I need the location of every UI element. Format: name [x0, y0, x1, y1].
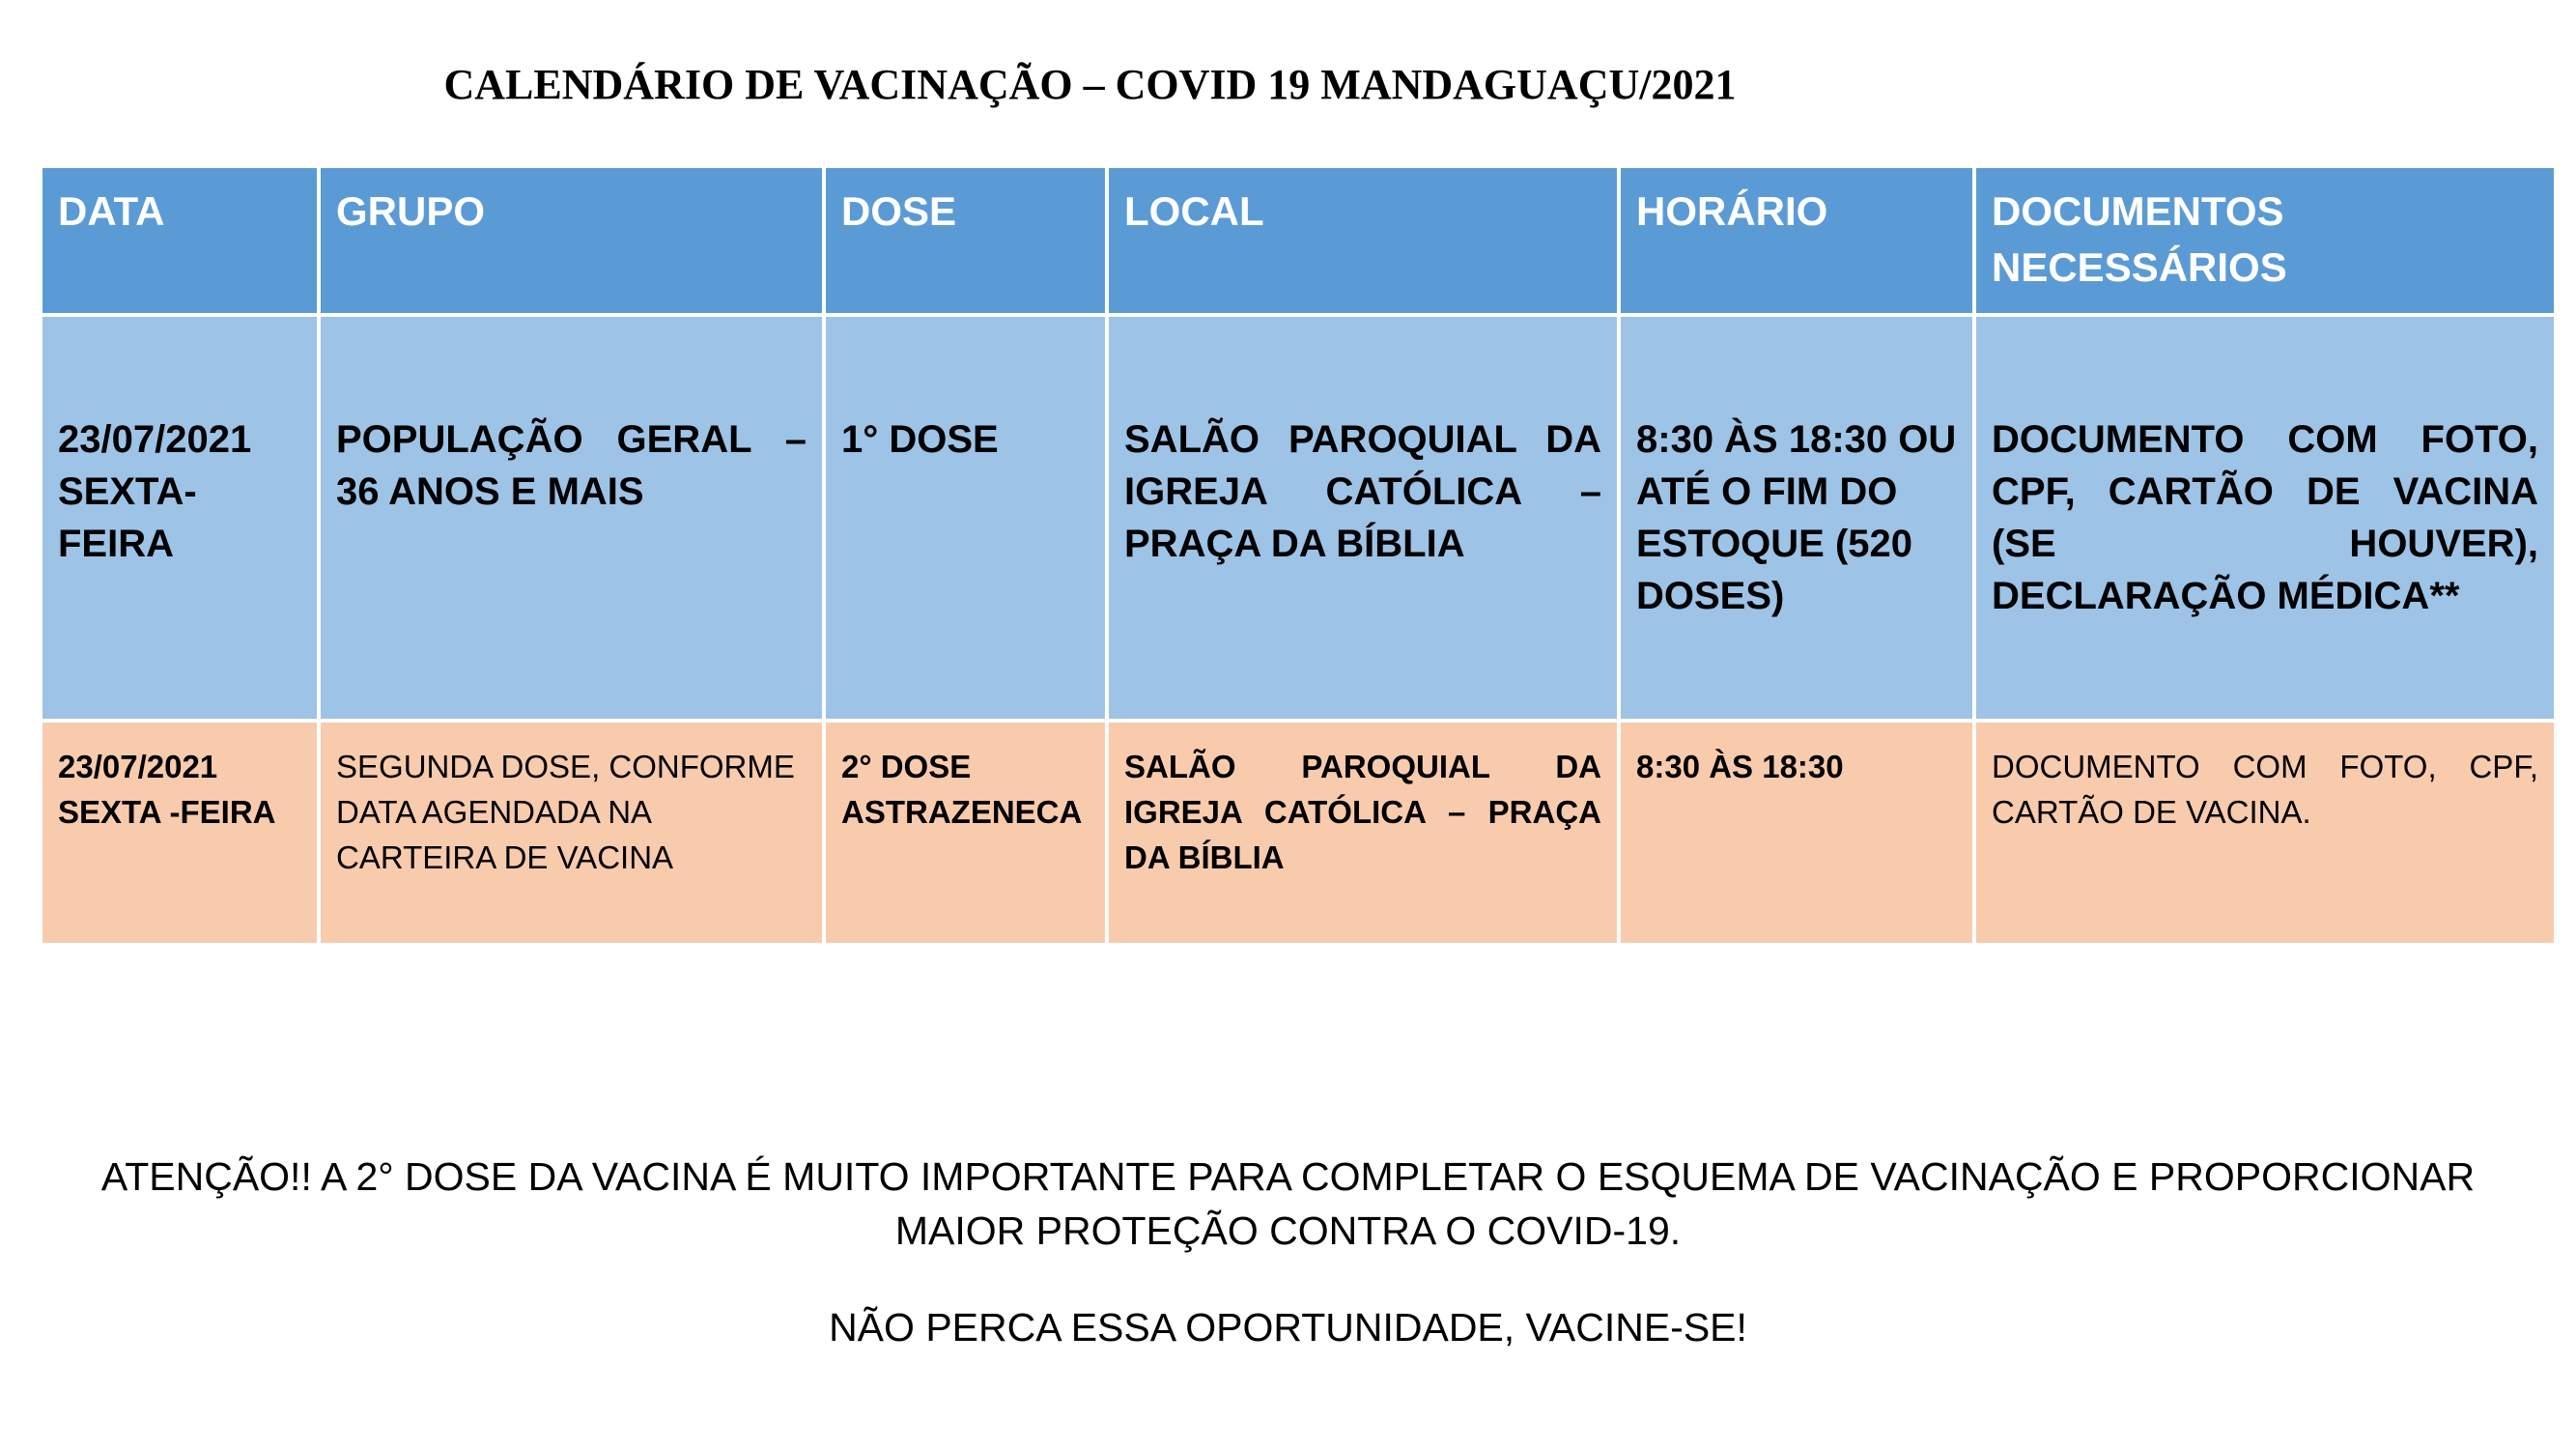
dose-text: 2° DOSE [841, 749, 972, 784]
page-title: CALENDÁRIO DE VACINAÇÃO – COVID 19 MANDAGUAÇU/2021 [443, 61, 1737, 108]
cell-data [41, 721, 319, 945]
cell-local: SALÃO PAROQUIAL DA IGREJA CATÓLICA – PRAÇA DA BÍBLIA [1107, 315, 1619, 721]
header-grupo: GRUPO [319, 166, 824, 315]
cell-documentos: DOCUMENTO COM FOTO, CPF, CARTÃO DE VACINA. [1974, 721, 2556, 945]
weekday-text: SEXTA -FEIRA [58, 794, 276, 830]
vaccination-schedule-table [39, 164, 2558, 947]
table-header-row [41, 166, 2556, 315]
cell-horario: 8:30 ÀS 18:30 OU ATÉ O FIM DO ESTOQUE (520 DOSES) [1619, 315, 1974, 721]
cell-local: SALÃO PAROQUIAL DA IGREJA CATÓLICA – PRAÇA DA BÍBLIA [1107, 721, 1619, 945]
cell-data [41, 315, 319, 721]
cell-grupo: POPULAÇÃO GERAL – 36 ANOS E MAIS [319, 315, 824, 721]
attention-notice: ATENÇÃO!! A 2° DOSE DA VACINA É MUITO IMPORTANTE PARA COMPLETAR O ESQUEMA DE VACINAÇÃO E PROPORCIONAR MAIOR PROTEÇÃO CONTRA O COVID-19. [100, 1154, 2476, 1253]
header-dose: DOSE [824, 166, 1107, 315]
table-row [41, 721, 2556, 945]
date-text: 23/07/2021 [58, 418, 252, 461]
cell-horario: 8:30 ÀS 18:30 [1619, 721, 1974, 945]
date-text: 23/07/2021 [58, 749, 218, 784]
cell-grupo: SEGUNDA DOSE, CONFORME DATA AGENDADA NA CARTEIRA DE VACINA [319, 721, 824, 945]
cell-documentos: DOCUMENTO COM FOTO, CPF, CARTÃO DE VACINA (SE HOUVER), DECLARAÇÃO MÉDICA** [1974, 315, 2556, 721]
header-data: DATA [41, 166, 319, 315]
header-horario: HORÁRIO [1619, 166, 1974, 315]
table-row [41, 315, 2556, 721]
vaccine-text: ASTRAZENECA [841, 794, 1083, 830]
weekday-text: SEXTA- FEIRA [58, 470, 197, 565]
cell-dose [824, 721, 1107, 945]
header-documentos: DOCUMENTOS NECESSÁRIOS [1974, 166, 2556, 315]
cell-dose: 1° DOSE [824, 315, 1107, 721]
header-local: LOCAL [1107, 166, 1619, 315]
call-to-action: NÃO PERCA ESSA OPORTUNIDADE, VACINE-SE! [829, 1305, 1747, 1350]
